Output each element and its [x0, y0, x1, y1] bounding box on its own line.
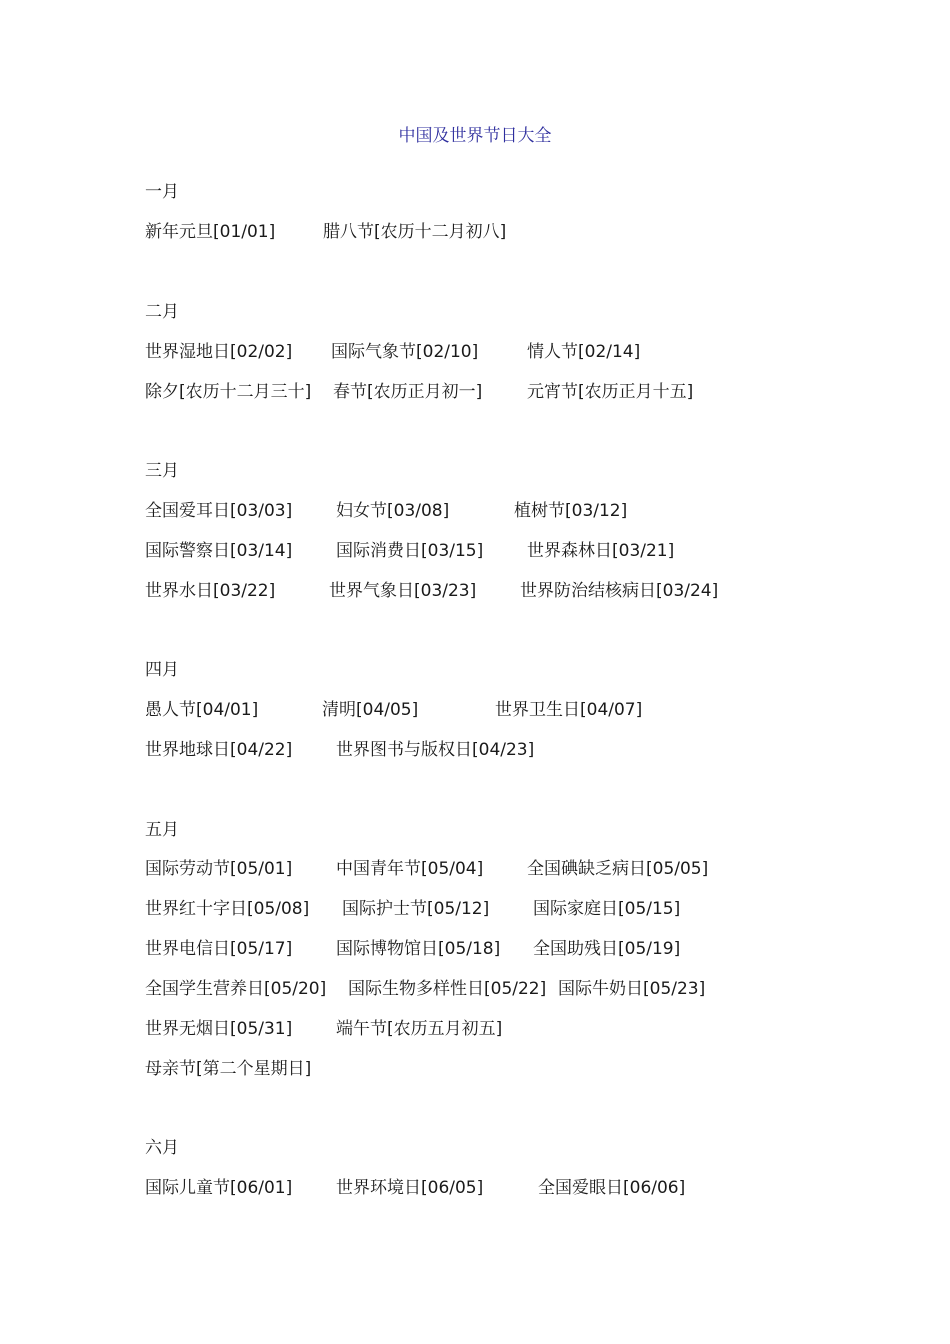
holiday-entry: 世界森林日[03/21] — [527, 541, 675, 561]
holiday-entry: 世界地球日[04/22] — [145, 740, 293, 760]
holiday-entry: 端午节[农历五月初五] — [336, 1019, 503, 1039]
holiday-entry: 国际儿童节[06/01] — [145, 1178, 293, 1198]
holiday-entry: 世界水日[03/22] — [145, 581, 276, 601]
holiday-entry: 国际劳动节[05/01] — [145, 859, 293, 879]
holiday-entry: 春节[农历正月初一] — [333, 382, 483, 402]
holiday-entry: 除夕[农历十二月三十] — [145, 382, 312, 402]
month-heading-jan: 一月 — [145, 182, 179, 202]
holiday-entry: 全国碘缺乏病日[05/05] — [527, 859, 709, 879]
holiday-entry: 世界图书与版权日[04/23] — [336, 740, 535, 760]
month-heading-jun: 六月 — [145, 1138, 179, 1158]
holiday-entry: 国际牛奶日[05/23] — [558, 979, 706, 999]
holiday-entry: 母亲节[第二个星期日] — [145, 1059, 312, 1079]
holiday-entry: 世界卫生日[04/07] — [495, 700, 643, 720]
page-title: 中国及世界节日大全 — [398, 126, 552, 146]
holiday-entry: 全国助残日[05/19] — [533, 939, 681, 959]
month-heading-apr: 四月 — [145, 660, 179, 680]
holiday-entry: 国际气象节[02/10] — [331, 342, 479, 362]
holiday-entry: 世界电信日[05/17] — [145, 939, 293, 959]
holiday-entry: 世界防治结核病日[03/24] — [520, 581, 719, 601]
holiday-entry: 情人节[02/14] — [527, 342, 641, 362]
month-heading-mar: 三月 — [145, 461, 179, 481]
holiday-entry: 清明[04/05] — [322, 700, 419, 720]
holiday-entry: 全国学生营养日[05/20] — [145, 979, 327, 999]
holiday-entry: 世界环境日[06/05] — [336, 1178, 484, 1198]
holiday-entry: 国际护士节[05/12] — [342, 899, 490, 919]
holiday-entry: 世界无烟日[05/31] — [145, 1019, 293, 1039]
holiday-entry: 世界湿地日[02/02] — [145, 342, 293, 362]
holiday-entry: 元宵节[农历正月十五] — [527, 382, 694, 402]
holiday-entry: 国际生物多样性日[05/22] — [348, 979, 547, 999]
holiday-entry: 全国爱耳日[03/03] — [145, 501, 293, 521]
holiday-entry: 中国青年节[05/04] — [336, 859, 484, 879]
holiday-entry: 植树节[03/12] — [514, 501, 628, 521]
holiday-entry: 国际家庭日[05/15] — [533, 899, 681, 919]
holiday-entry: 新年元旦[01/01] — [145, 222, 276, 242]
holiday-entry: 全国爱眼日[06/06] — [538, 1178, 686, 1198]
month-heading-may: 五月 — [145, 820, 179, 840]
holiday-entry: 国际警察日[03/14] — [145, 541, 293, 561]
holiday-entry: 世界气象日[03/23] — [329, 581, 477, 601]
holiday-entry: 妇女节[03/08] — [336, 501, 450, 521]
holiday-entry: 腊八节[农历十二月初八] — [323, 222, 507, 242]
holiday-entry: 世界红十字日[05/08] — [145, 899, 310, 919]
holiday-entry: 愚人节[04/01] — [145, 700, 259, 720]
holiday-entry: 国际博物馆日[05/18] — [336, 939, 501, 959]
holiday-entry: 国际消费日[03/15] — [336, 541, 484, 561]
month-heading-feb: 二月 — [145, 302, 179, 322]
